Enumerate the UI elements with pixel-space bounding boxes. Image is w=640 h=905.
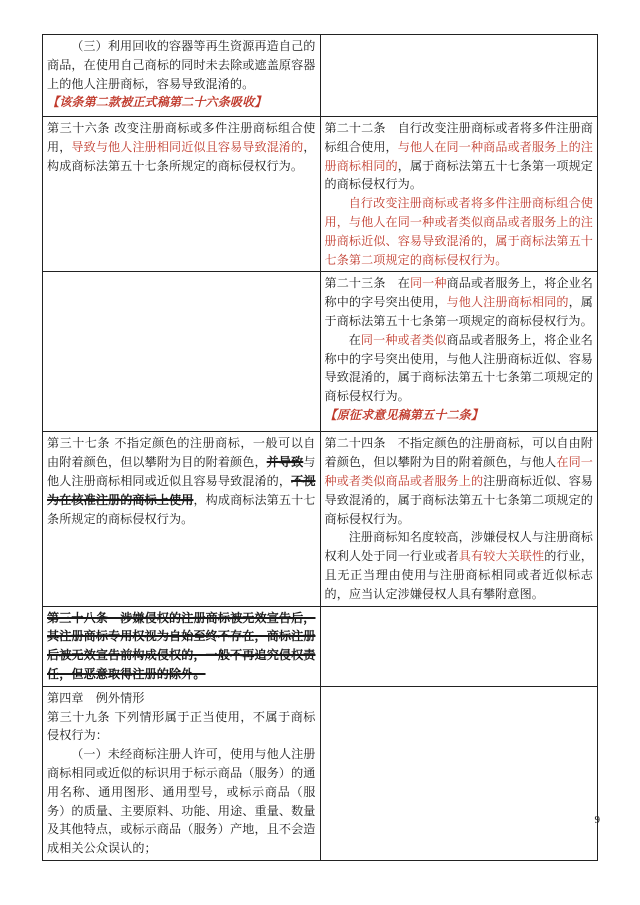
left-cell [43, 35, 321, 117]
left-cell [43, 272, 321, 432]
item-three-text: （三）利用回收的容器等再生资源再造自己的商品，在使用自己商标的同时未去除或遮盖原容器上的他人注册商标，容易导致混淆的。 [47, 39, 316, 91]
article-36-text: 第三十六条 改变注册商标或多件注册商标组合使用， [47, 121, 316, 154]
right-cell [320, 432, 598, 606]
right-cell [320, 117, 598, 272]
article-24-highlight-2: 具有较大关联性 [458, 549, 545, 564]
table-row [43, 272, 598, 432]
article-39-item-1: （一）未经商标注册人许可，使用与他人注册商标相同或近似的标识用于标示商品（服务）的通用名称、通用图形、通用型号，或标示商品（服务）的质量、主要原料、功能、用途、重量、数量及其他特点，或标示商品（服务）产地，且不会造成相关公众误认的； [47, 747, 316, 856]
table-row [43, 606, 598, 686]
article-22-highlight: 与他人在同一种商品或者服务上的注册商标相同的 [324, 139, 593, 173]
article-24-para-2: 注册商标知名度较高，涉嫌侵权人与注册商标权利人处于同一行业或者 [324, 530, 593, 564]
left-cell [43, 432, 321, 606]
article-23-para-2-end: 商品或者服务上，将企业名称中的字号突出使用，与他人注册商标近似、容易导致混淆的，属于商标法第五十七条第二项规定的商标侵权行为。 [324, 332, 593, 404]
table-row [43, 686, 598, 860]
article-39-text: 第三十九条 下列情形属于正当使用，不属于商标侵权行为： [47, 709, 316, 743]
article-24-text: 第二十四条 不指定颜色的注册商标，可以自由附着颜色，但以攀附为目的附着颜色，与他人 [324, 436, 593, 470]
article-23-para-2: 在 [348, 332, 361, 347]
article-23-highlight-1: 同一种 [409, 276, 447, 291]
left-cell [43, 606, 321, 686]
table-row [43, 432, 598, 606]
article-38-deleted: 第三十八条 涉嫌侵权的注册商标被无效宣告后，其注册商标专用权视为自始至终不存在，商标注册后被无效宣告前构成侵权的，一般不再追究侵权责任，但恶意取得注册的除外。 [47, 610, 316, 681]
article-22-text-end: ，属于商标法第五十七条第一项规定的商标侵权行为。 [324, 158, 593, 192]
article-24-para-2-end: 的行业，且无正当理由使用与注册商标相同或者近似标志的，应当认定涉嫌侵权人具有攀附意图。 [324, 549, 593, 601]
article-23-text-3: ，属于商标法第五十七条第一项规定的商标侵权行为。 [324, 295, 593, 328]
editor-note: 【原征求意见稿第五十二条】 [324, 407, 484, 422]
article-37-text-2: 与他人注册商标相同或近似且容易导致混淆的， [47, 455, 316, 488]
right-cell [320, 35, 598, 117]
table-row [43, 117, 598, 272]
article-22-para-2: 自行改变注册商标或者将多件注册商标组合使用，与他人在同一种或者类似商品或者服务上的注册商标近似、容易导致混淆的，属于商标法第五十七条第二项规定的商标侵权行为。 [324, 196, 593, 267]
article-36-text-end: ，构成商标法第五十七条所规定的商标侵权行为。 [47, 139, 316, 173]
left-cell [43, 117, 321, 272]
article-24-text-end: 注册商标近似、容易导致混淆的，属于商标法第五十七条第二项规定的商标侵权行为。 [324, 473, 593, 526]
article-23-text-2: 商品或者服务上，将企业名称中的字号突出使用， [324, 276, 594, 310]
table-row [43, 35, 598, 117]
right-cell [320, 686, 598, 860]
article-37-deleted-2: 不视为在核准注册的商标上使用 [47, 473, 316, 507]
article-37-text: 第三十七条 不指定颜色的注册商标，一般可以自由附着颜色，但以攀附为目的附着颜色， [47, 436, 316, 470]
right-cell [320, 606, 598, 686]
article-23-text: 第二十三条 在 [324, 276, 410, 291]
article-22-text: 第二十二条 自行改变注册商标或者将多件注册商标组合使用， [324, 121, 593, 154]
right-cell [320, 272, 598, 432]
article-23-highlight-2: 与他人注册商标相同的 [446, 295, 569, 310]
article-37-text-end: ，构成商标法第五十七条所规定的商标侵权行为。 [47, 492, 316, 526]
article-36-highlight: 导致与他人注册相同近似且容易导致混淆的 [71, 139, 304, 154]
left-cell [43, 686, 321, 860]
page-number: 9 [594, 814, 600, 826]
article-24-highlight: 在同一种或者类似商品或者服务上的 [324, 455, 593, 488]
article-23-highlight-3: 同一种或者类似 [360, 332, 447, 347]
article-37-deleted-1: 并导致 [266, 455, 304, 470]
editor-note: 【该条第二款被正式稿第二十六条吸收】 [47, 95, 267, 110]
comparison-table [42, 34, 598, 861]
chapter-heading: 第四章 例外情形 [47, 690, 145, 705]
